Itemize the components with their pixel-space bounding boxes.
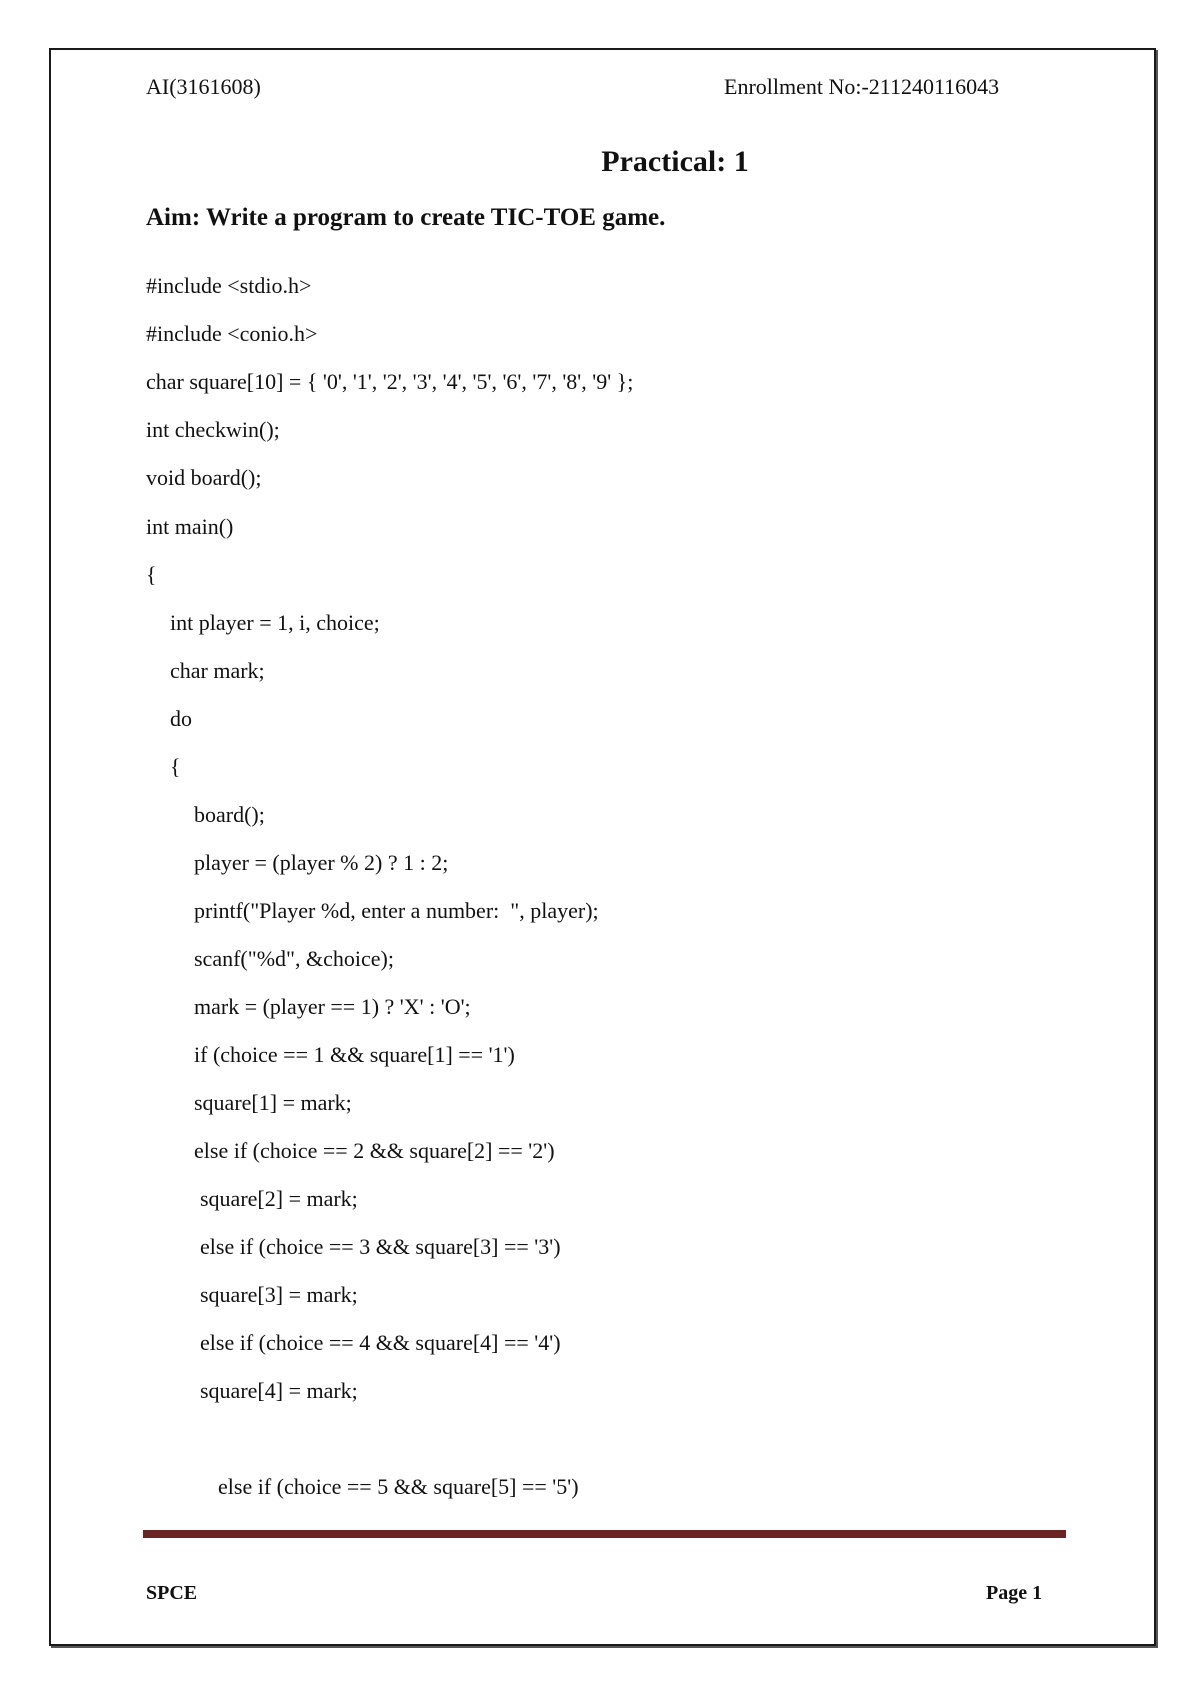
subject-code: AI(3161608) — [146, 74, 261, 99]
code-line: mark = (player == 1) ? 'X' : 'O'; — [194, 994, 471, 1019]
aim-statement: Aim: Write a program to create TIC-TOE game. — [146, 204, 666, 231]
code-line: printf("Player %d, enter a number: ", player); — [194, 898, 599, 923]
code-line: else if (choice == 4 && square[4] == '4') — [200, 1330, 561, 1355]
code-line: { — [146, 562, 157, 587]
code-line: #include <conio.h> — [146, 321, 318, 346]
code-line: else if (choice == 2 && square[2] == '2') — [194, 1138, 555, 1163]
code-line: square[3] = mark; — [200, 1282, 358, 1307]
code-line: player = (player % 2) ? 1 : 2; — [194, 850, 449, 875]
code-line: scanf("%d", &choice); — [194, 946, 394, 971]
enrollment-number: Enrollment No:-211240116043 — [724, 74, 1000, 99]
code-line: else if (choice == 3 && square[3] == '3') — [200, 1234, 561, 1259]
code-line: void board(); — [146, 465, 262, 490]
footer-institute: SPCE — [146, 1582, 198, 1604]
code-line: square[1] = mark; — [194, 1090, 352, 1115]
code-line: if (choice == 1 && square[1] == '1') — [194, 1042, 515, 1067]
code-line: square[4] = mark; — [200, 1378, 358, 1403]
code-line: int player = 1, i, choice; — [170, 610, 380, 635]
code-line: #include <stdio.h> — [146, 273, 312, 298]
footer-divider — [143, 1530, 1066, 1538]
code-line: { — [170, 754, 181, 779]
code-line: char square[10] = { '0', '1', '2', '3', '4', '5', '6', '7', '8', '9' }; — [146, 369, 634, 394]
code-line: int main() — [146, 514, 234, 539]
code-line: board(); — [194, 802, 265, 827]
code-line: do — [170, 706, 192, 731]
page-number: Page 1 — [986, 1582, 1043, 1604]
page-title: Practical: 1 — [601, 145, 749, 178]
code-line: else if (choice == 5 && square[5] == '5') — [218, 1474, 579, 1499]
code-line: int checkwin(); — [146, 417, 280, 442]
code-line: char mark; — [170, 658, 265, 683]
code-line: square[2] = mark; — [200, 1186, 358, 1211]
